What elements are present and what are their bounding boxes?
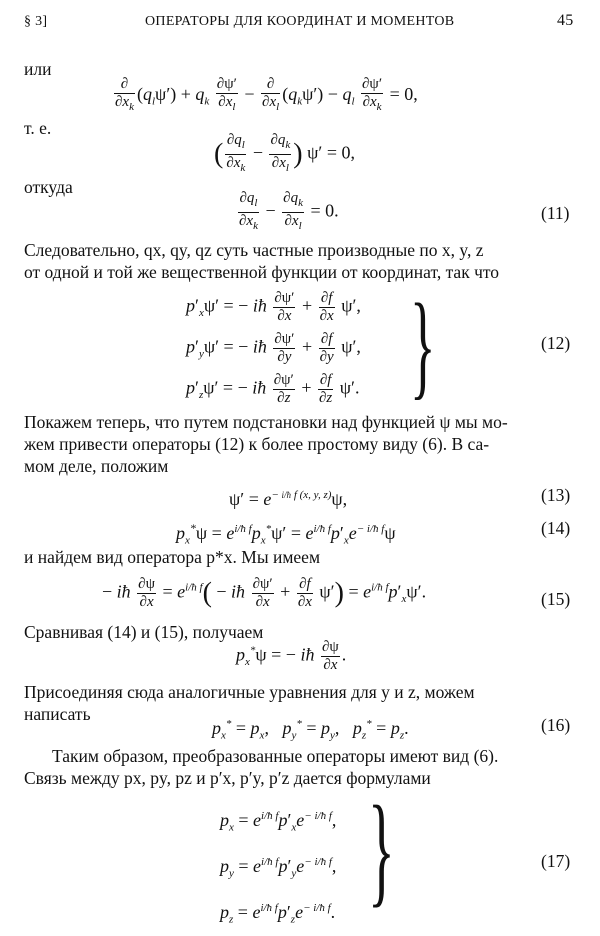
equation-12-row-x: $p'_x\psi'$ = − iħ $\frac{\partial\psi'}{\partial x}$ + $\frac{\partial f}{\partial x}$ ψ′, <box>186 290 361 324</box>
paragraph-5-line-2: написать <box>24 704 91 724</box>
equation-12-row-y: $p'_y\psi'$ = − iħ $\frac{\partial\psi'}{\partial y}$ + $\frac{\partial f}{\partial y}$ ψ′, <box>186 331 361 365</box>
paragraph-1-line-1: Следовательно, qx, qy, qz суть частные производные по x, y, z <box>24 240 484 260</box>
paragraph-4-line-1: Сравнивая (14) и (15), получаем <box>24 622 264 642</box>
equation-number-12: (12) <box>541 333 571 353</box>
equation-number-13: (13) <box>541 485 571 505</box>
paragraph-3-line-1: и найдем вид оператора p*x. Мы имеем <box>24 547 321 567</box>
paragraph-1-line-2: от одной и той же вещественной функции от координат, так что <box>24 262 500 282</box>
section-label: § 3] <box>24 14 48 29</box>
page-number: 45 <box>557 12 574 29</box>
equation-unnumbered-3: $p_x^*\psi$ = − iħ $\frac{\partial\psi}{\partial x}$ . <box>236 639 347 673</box>
equation-number-16: (16) <box>541 715 571 735</box>
word-ili: или <box>24 59 52 79</box>
word-te: т. е. <box>24 118 52 138</box>
equation-16: $p_x^* = p_x$, $p_y^* = p_y$, $p_z^* = p_z$. <box>212 718 409 742</box>
equation-15: − iħ $\frac{\partial\psi}{\partial x}$ = $e^{i/ħ f}$( − iħ $\frac{\partial\psi'}{\partial x}$ + $\frac{\partial f}{\partial x}$ $\psi') = e^{i/ħ f}p'_x\psi'$. <box>102 576 427 610</box>
equation-number-11: (11) <box>541 203 570 223</box>
paragraph-6-line-2: Связь между px, py, pz и p′x, p′y, p′z дается формулами <box>24 768 431 788</box>
paragraph-6-line-1: Таким образом, преобразованные операторы имеют вид (6). <box>52 746 499 766</box>
equation-unnumbered-1: $\frac{\partial}{\partial x_k}$ $(q_l\psi') + q_k$ $\frac{\partial\psi'}{\partial x_l}$ − $\frac{\partial}{\partial x_l}$ $(q_k\psi') - q_l$ $\frac{\partial\psi'}{\partial x_k}$ = 0, <box>115 76 418 113</box>
equation-17-row-y: $p_y = e^{i/ħ f}p'_ye^{- i/ħ f}$, <box>220 856 337 880</box>
word-otkuda: откуда <box>24 177 73 197</box>
equation-11: $\frac{\partial q_l}{\partial x_k}$ − $\frac{\partial q_k}{\partial x_l}$ = 0. <box>239 190 339 232</box>
equation-number-14: (14) <box>541 518 571 538</box>
equation-number-17: (17) <box>541 851 571 871</box>
brace-12: } <box>410 279 436 410</box>
paragraph-2-line-3: мом деле, положим <box>24 456 169 476</box>
equation-17-row-x: $p_x = e^{i/ħ f}p'_xe^{- i/ħ f}$, <box>220 810 337 834</box>
running-title: ОПЕРАТОРЫ ДЛЯ КООРДИНАТ И МОМЕНТОВ <box>145 14 455 29</box>
equation-number-15: (15) <box>541 589 571 609</box>
equation-unnumbered-2: ( $\frac{\partial q_l}{\partial x_k}$ − $\frac{\partial q_k}{\partial x_l}$ ) ψ′ = 0, <box>214 132 355 174</box>
equation-12-row-z: $p'_z\psi'$ = − iħ $\frac{\partial\psi'}{\partial z}$ + $\frac{\partial f}{\partial z}$ ψ′. <box>186 372 360 406</box>
paragraph-2-line-1: Покажем теперь, что путем подстановки над функцией ψ мы мо- <box>24 412 508 432</box>
equation-13: $\psi' = e^{- i/ħ f (x, y, z)}\psi$, <box>229 489 348 509</box>
brace-17: } <box>368 781 395 918</box>
paragraph-2-line-2: жем привести операторы (12) к более простому виду (6). В са- <box>24 434 490 454</box>
equation-14: $p_x^*\psi = e^{i/ħ f}p_x^*\psi' = e^{i/ħ f}p'_xe^{- i/ħ f}\psi$ <box>176 521 396 547</box>
paragraph-5-line-1: Присоединяя сюда аналогичные уравнения для y и z, можем <box>24 682 475 702</box>
equation-17-row-z: $p_z = e^{i/ħ f}p'_ze^{- i/ħ f}$. <box>220 902 336 926</box>
